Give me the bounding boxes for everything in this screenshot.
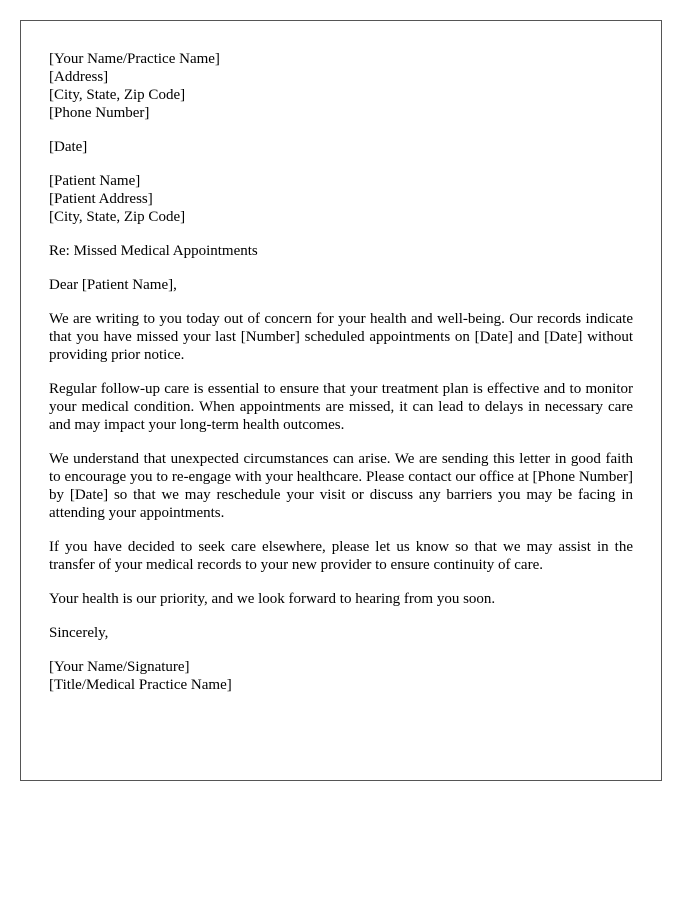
sender-block [49,50,633,122]
closing: Sincerely, [49,625,109,641]
sender-address: [Address] [49,69,109,85]
signature-name: [Your Name/Signature] [49,659,190,675]
salutation: Dear [Patient Name], [49,277,177,293]
recipient-address: [Patient Address] [49,191,153,207]
body-paragraph-5: Your health is our priority, and we look forward to hearing from you soon. [49,591,496,607]
letter-date: [Date] [49,139,88,155]
body-paragraph-2: Regular follow-up care is essential to ensure that your treatment plan is effective and to monitor your medical condition. When appointments are missed, it can lead to delays in necessary care and may impact your long-term health outcomes. [49,381,633,433]
recipient-city-state-zip: [City, State, Zip Code] [49,209,186,225]
date-block [49,138,633,156]
letter-page [20,20,662,781]
sender-city-state-zip: [City, State, Zip Code] [49,87,186,103]
signature-block [49,658,633,694]
recipient-block [49,172,633,226]
recipient-name: [Patient Name] [49,173,141,189]
signature-title: [Title/Medical Practice Name] [49,677,232,693]
sender-phone: [Phone Number] [49,105,150,121]
subject-line: Re: Missed Medical Appointments [49,243,258,259]
sender-name: [Your Name/Practice Name] [49,51,220,67]
body-paragraph-1: We are writing to you today out of concern for your health and well-being. Our records indicate that you have missed your last [Number] scheduled appointments on [Date] and [Date] without providing prior notice. [49,311,633,363]
body-paragraph-4: If you have decided to seek care elsewhere, please let us know so that we may assist in the transfer of your medical records to your new provider to ensure continuity of care. [49,539,633,573]
body-paragraph-3: We understand that unexpected circumstances can arise. We are sending this letter in good faith to encourage you to re-engage with your healthcare. Please contact our office at [Phone Number] by [Date] so that we may reschedule your visit or discuss any barriers you may be facing in attending your appointments. [49,451,633,521]
